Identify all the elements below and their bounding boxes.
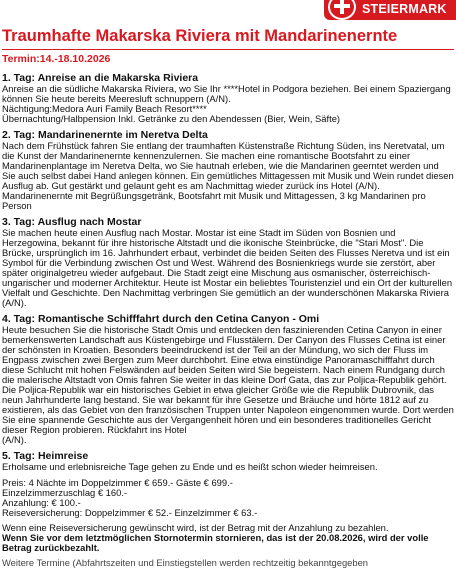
day-2 <box>2 130 454 211</box>
cancellation-note: Wenn Sie vor dem letztmöglichen Stornotermin stornieren, das ist der 20.08.2026, wird der volle Betrag zurückbezahlt. <box>2 532 429 553</box>
day-5 <box>2 451 454 472</box>
travel-dates: Termin:14.-18.10.2026 <box>2 53 111 65</box>
day-text: Sie machen heute einen Ausflug nach Mostar. Mostar ist eine Stadt im Süden von Bosnien und Herzegowina, bekannt für ihre historische Altstadt und die ikonische Steinbrücke, die "Stari Most". Die Brücke, ursprünglich im 16. Jahrhundert erbaut, verbindet die beiden Seiten des Flusses Neretva und ist ein Symbol für die Verbindung zwischen Ost und West. Während des Bosnienkriegs wurde sie zerstört, aber später originalgetreu wieder aufgebaut. Die Stadt zeigt eine Mischung aus osmanischer, österreichisch-ungarischer und moderner Architektur. Heute ist Mostar ein beliebtes Touristenziel und ein Ort der kulturellen Vielfalt und Geschichte. Den Nachmittag verbringen Sie gemütlich an der wunderschönen Makarska Riviera (A/N). <box>2 227 453 308</box>
day-extra: Mandarinenernte mit Begrüßungsgetränk, Bootsfahrt mit Musik und Mittagessen, 3 kg Mandarinen pro Person <box>2 190 426 211</box>
day-text: Anreise an die südliche Makarska Riviera, wo Sie Ihr ****Hotel in Podgora beziehen. Bei einem Spaziergang können Sie heute bereits Meeresluft schnuppern (A/N). <box>2 83 451 104</box>
day-heading: 5. Tag: Heimreise <box>2 450 89 462</box>
price-line: Einzelzimmerzuschlag € 160.- <box>2 487 128 498</box>
day-text: Heute besuchen Sie die historische Stadt Omis und entdecken den faszinierenden Cetina Canyon in einer bemerkenswerten Landschaft aus Küstengebirge und Flusstälern. Der Canyon des Flusses Cetina ist einer der schönsten in Kroatien. Besonders beeindruckend ist der Teil an der Mündung, wo sich der Fluss im Engpass zwischen zwei Bergen zum Meer durchbohrt. Eine etwa einstündige Panoramaschifffahrt durch diese Schlucht mit hohen Felswänden auf beiden Seiten wird Sie begeistern. Nach einem Rundgang durch die malerische Altstadt von Omis fahren Sie weiter in das kleine Dorf Gata, das zur Poljica-Republik gehört. Die Poljica-Republik war ein historisches Gebiet in etwa gleicher Größe wie die Republik Dubrovnik, das neun Jahrhunderte lang bestand. Sie war bekannt für ihre Gesetze und Bräuche und hörte 1812 auf zu existieren, als das Gebiet von den französischen Truppen unter Napoleon eingenommen wurde. Dort werden Sie eine spannende Geschichte aus der Vergangenheit hören und ein besonderes traditionelles Gericht dieser Region probieren. Rückfahrt ins Hotel <box>2 324 454 435</box>
day-text: Nach dem Frühstück fahren Sie entlang der traumhaften Küstenstraße Richtung Süden, ins Neretvatal, um die Kunst der Mandarinenernte kennenzulernen. Sie machen eine romantische Bootsfahrt zu einer Mandarinenplantage im Neretva Delta, wo Sie hautnah erleben, wie die Mandarinen geerntet werden und Sie auch selbst dabei Hand anlegen können. Ein gemütliches Mittagessen mit Musik und Wein rundet diesen Ausflug ab. Gut gestärkt und gelaunt geht es am Nachmittag wieder zurück ins Hotel (A/N). <box>2 140 454 191</box>
day-heading: 4. Tag: Romantische Schifffahrt durch den Cetina Canyon - Omi <box>2 313 320 325</box>
day-heading: 3. Tag: Ausflug nach Mostar <box>2 216 142 228</box>
price-list <box>2 478 454 518</box>
day-text: Erholsame und erlebnisreiche Tage gehen zu Ende und es heißt schon wieder heimreisen. <box>2 461 378 472</box>
day-1 <box>2 73 454 124</box>
day-3 <box>2 217 454 308</box>
brand-logo <box>324 0 456 20</box>
price-line: Reiseversicherung: Doppelzimmer € 52.- Einzelzimmer € 63.- <box>2 507 258 518</box>
insurance-note: Wenn eine Reiseversicherung gewünscht wird, ist der Betrag mit der Anzahlung zu bezahlen. <box>2 522 389 533</box>
day-heading: 2. Tag: Mandarinenernte im Neretva Delta <box>2 129 208 141</box>
cross-icon <box>328 0 356 20</box>
logo-text: STEIERMARK <box>362 2 447 16</box>
price-line: Preis: 4 Nächte im Doppelzimmer € 659.- Gäste € 699.- <box>2 477 233 488</box>
day-extra: Nächtigung:Medora Auri Family Beach Resort**** <box>2 103 207 114</box>
day-heading: 1. Tag: Anreise an die Makarska Riviera <box>2 72 199 84</box>
document <box>2 26 454 568</box>
day-4 <box>2 314 454 445</box>
day-extra: Übernachtung/Halbpension Inkl. Getränke zu den Abendessen (Bier, Wein, Säfte) <box>2 113 341 124</box>
page-title: Traumhafte Makarska Riviera mit Mandarinenernte <box>2 26 454 50</box>
day-extra: (A/N). <box>2 434 27 445</box>
price-line: Anzahlung: € 100.- <box>2 497 81 508</box>
footer-note: Weitere Termine (Abfahrtszeiten und Einstiegstellen werden rechtzeitig bekanntgegeben <box>2 557 369 568</box>
